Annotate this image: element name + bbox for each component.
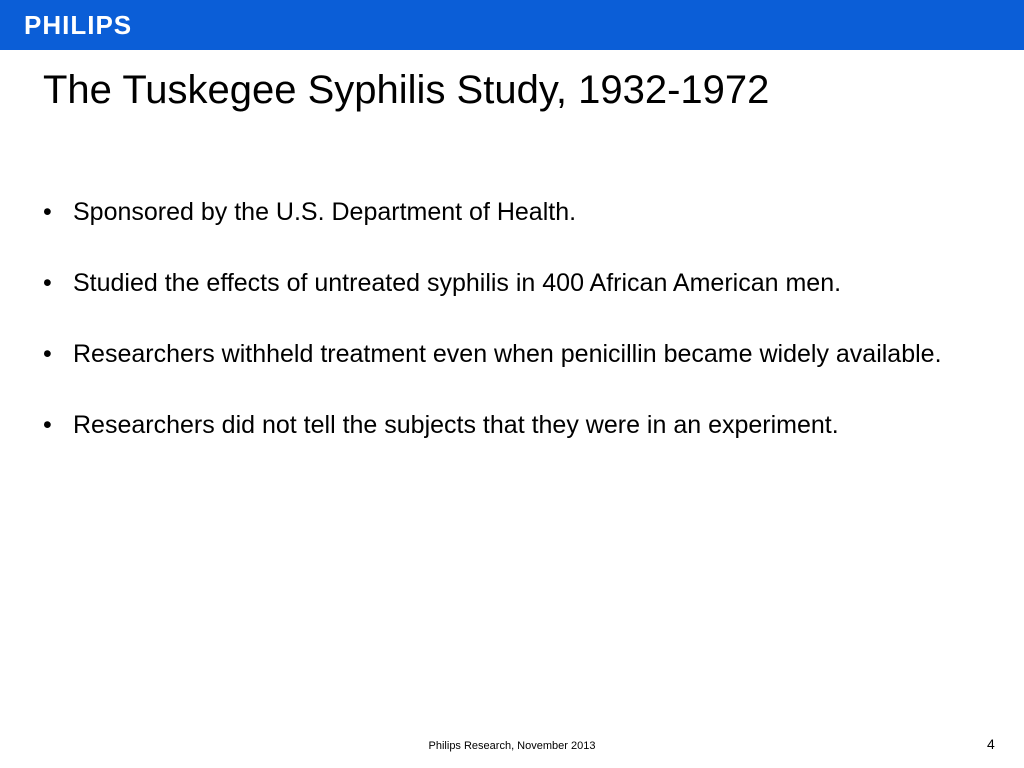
philips-logo: PHILIPS [24, 10, 133, 40]
header-bar [0, 0, 1024, 50]
bullet-text: Researchers withheld treatment even when penicillin became widely available. [73, 340, 942, 368]
footer-text: Philips Research, November 2013 [428, 740, 596, 752]
bullet-text: Sponsored by the U.S. Department of Health. [73, 198, 577, 226]
bullet-text: Researchers did not tell the subjects that they were in an experiment. [73, 411, 839, 439]
bullet-text: Studied the effects of untreated syphilis in 400 African American men. [73, 269, 842, 297]
page-number: 4 [987, 736, 995, 752]
bullet-item [43, 195, 973, 229]
bullet-item [43, 408, 973, 442]
bullet-marker: • [43, 411, 52, 439]
bullet-marker: • [43, 269, 52, 297]
bullet-marker: • [43, 340, 52, 368]
bullet-marker: • [43, 198, 52, 226]
bullet-item [43, 266, 973, 300]
bullet-list [43, 195, 973, 479]
slide-title: The Tuskegee Syphilis Study, 1932-1972 [43, 68, 770, 112]
bullet-item [43, 337, 973, 371]
